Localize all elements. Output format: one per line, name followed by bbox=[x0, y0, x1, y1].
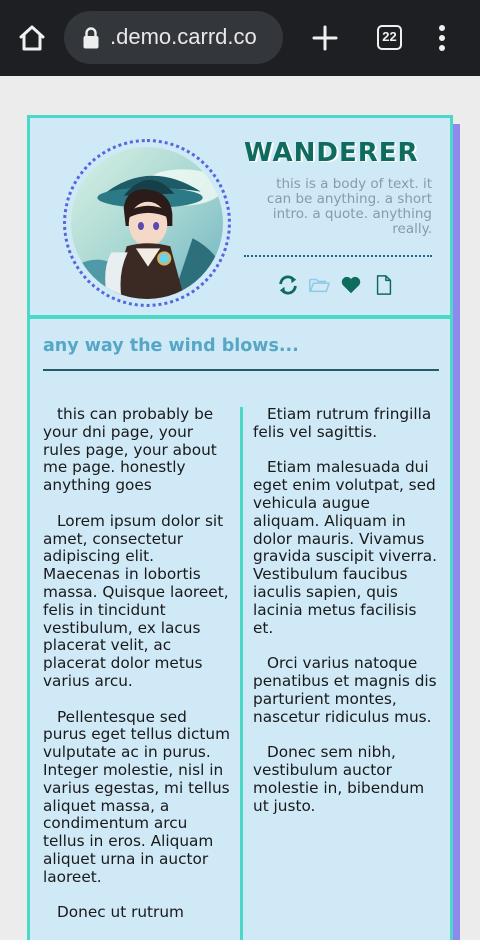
browser-toolbar bbox=[0, 0, 480, 76]
icon-nav bbox=[277, 274, 397, 298]
paragraph: Donec sem nibh, vestibulum auctor molestie in, bibendum ut justo. bbox=[253, 743, 425, 815]
document-icon[interactable] bbox=[373, 274, 395, 296]
page-title: WANDERER bbox=[244, 138, 419, 168]
heart-icon[interactable] bbox=[340, 274, 362, 296]
tab-switcher-button[interactable]: 22 bbox=[377, 25, 402, 50]
avatar-illustration bbox=[71, 147, 223, 299]
paragraph: Pellentesque sed purus eget tellus dictum vulputate ac in purus. Integer molestie, nisl in varius egestas, mi tellus aliquet massa, a condimentum arcu tellus in eros. Aliquam aliquet urna in auctor laoreet. bbox=[43, 707, 231, 886]
section-subtitle: any way the wind blows... bbox=[43, 336, 299, 356]
intro-text: this is a body of text. it can be anything. a short intro. a quote. anything really. bbox=[266, 176, 432, 237]
paragraph: Etiam malesuada dui eget enim volutpat, sed vehicula augue aliquam. Aliquam in dolor mauris. Vivamus gravida suscipit viverra. Vestibulum faucibus iaculis sapien, quis lacinia metus facilisis et. bbox=[253, 458, 438, 637]
left-column bbox=[43, 406, 230, 940]
address-bar[interactable] bbox=[64, 11, 283, 64]
more-menu-icon[interactable] bbox=[434, 24, 450, 52]
home-icon[interactable] bbox=[16, 22, 48, 54]
lock-icon bbox=[83, 27, 99, 49]
paragraph: Donec ut rutrum bbox=[57, 903, 184, 922]
header-divider bbox=[30, 315, 450, 319]
folder-icon[interactable] bbox=[308, 274, 330, 296]
new-tab-icon[interactable] bbox=[311, 24, 339, 52]
url-text: .demo.carrd.co bbox=[110, 24, 257, 49]
paragraph: Orci varius natoque penatibus et magnis dis parturient montes, nascetur ridiculus mus. bbox=[253, 654, 437, 726]
dotted-divider bbox=[244, 255, 432, 257]
paragraph: Etiam rutrum fringilla felis vel sagittis. bbox=[253, 405, 432, 441]
profile-card bbox=[27, 115, 453, 940]
refresh-icon[interactable] bbox=[277, 274, 299, 296]
avatar bbox=[63, 139, 231, 307]
subtitle-rule bbox=[43, 369, 439, 371]
paragraph: Lorem ipsum dolor sit amet, consectetur adipiscing elit. Maecenas in lobortis massa. Quisque laoreet, felis in tincidunt vestibulum, ex lacus placerat velit, ac placerat dolor metus varius arcu. bbox=[43, 511, 229, 690]
right-column bbox=[253, 406, 440, 833]
column-divider bbox=[240, 407, 243, 940]
paragraph: this can probably be your dni page, your rules page, your about me page. honestly anything goes bbox=[43, 405, 217, 495]
